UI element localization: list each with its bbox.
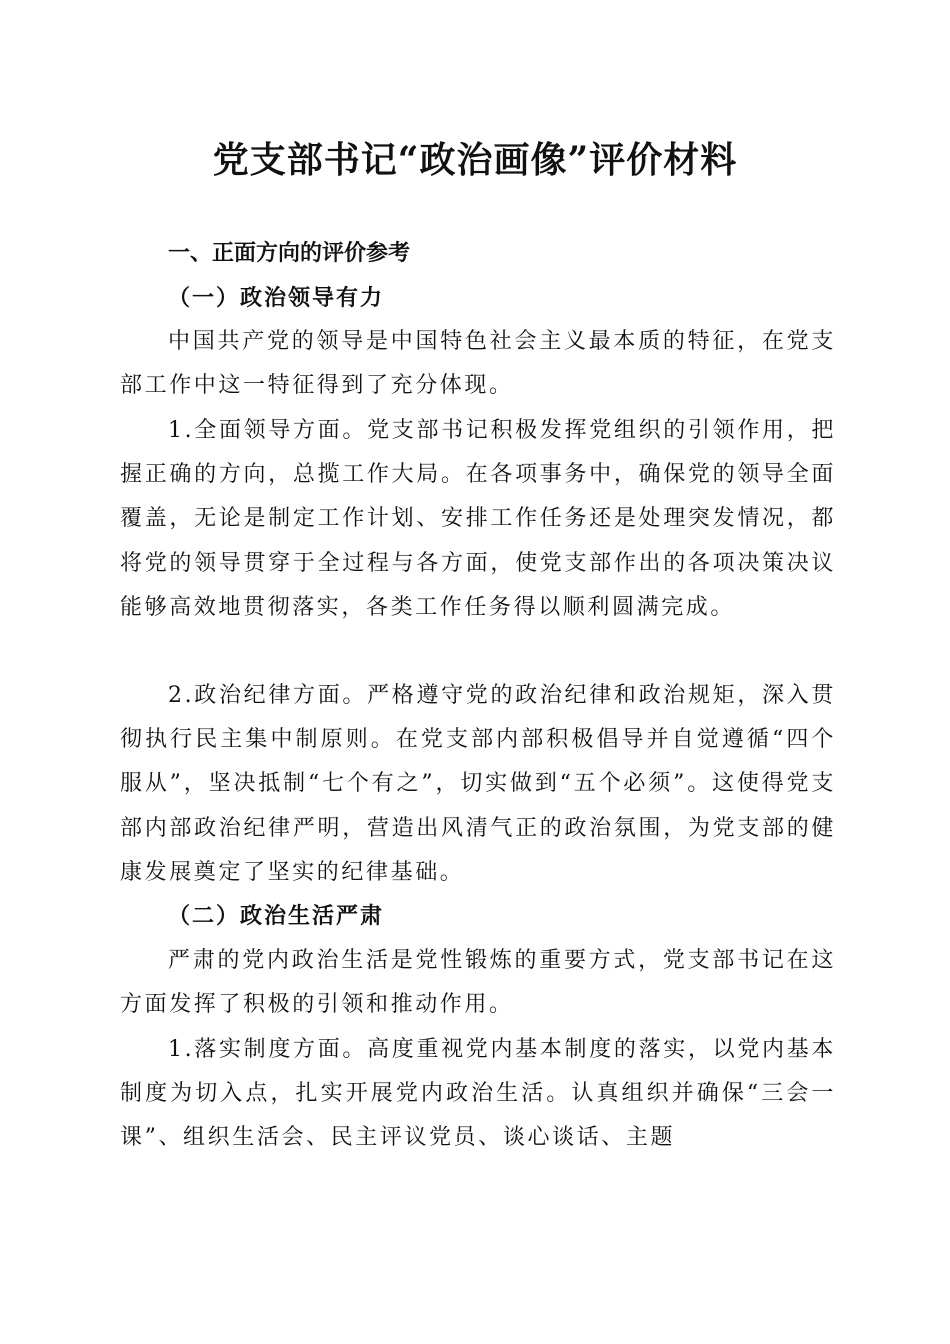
section-heading-positive-evaluation: 一、正面方向的评价参考 bbox=[168, 241, 411, 266]
paragraph-comprehensive-leadership: 1.全面领导方面。党支部书记积极发挥党组织的引领作用，把握正确的方向，总揽工作大局。在各项事务中，确保党的领导全面覆盖，无论是制定工作计划、安排工作任务还是处理突发情况，都将党的领导贯穿于全过程与各方面，使党支部作出的各项决策决议能够高效地贯彻落实，各类工作任务得以顺利圆满完成。 bbox=[120, 418, 836, 620]
document-title: 党支部书记“政治画像”评价材料 bbox=[212, 139, 738, 181]
paragraph-system-implementation: 1.落实制度方面。高度重视党内基本制度的落实，以党内基本制度为切入点，扎实开展党内政治生活。认真组织并确保“三会一课”、组织生活会、民主评议党员、谈心谈话、主题 bbox=[120, 1037, 836, 1151]
paragraph-political-discipline: 2.政治纪律方面。严格遵守党的政治纪律和政治规矩，深入贯彻执行民主集中制原则。在党支部内部积极倡导并自觉遵循“四个服从”，坚决抵制“七个有之”，切实做到“五个必须”。这使得党支部内部政治纪律严明，营造出风清气正的政治氛围，为党支部的健康发展奠定了坚实的纪律基础。 bbox=[120, 683, 836, 885]
subsection-heading-political-leadership: （一）政治领导有力 bbox=[168, 285, 385, 311]
subsection-heading-political-life: （二）政治生活严肃 bbox=[168, 903, 385, 929]
paragraph-leadership-intro: 中国共产党的领导是中国特色社会主义最本质的特征，在党支部工作中这一特征得到了充分体现。 bbox=[120, 329, 836, 399]
paragraph-political-life-intro: 严肃的党内政治生活是党性锻炼的重要方式，党支部书记在这方面发挥了积极的引领和推动作用。 bbox=[120, 948, 836, 1018]
